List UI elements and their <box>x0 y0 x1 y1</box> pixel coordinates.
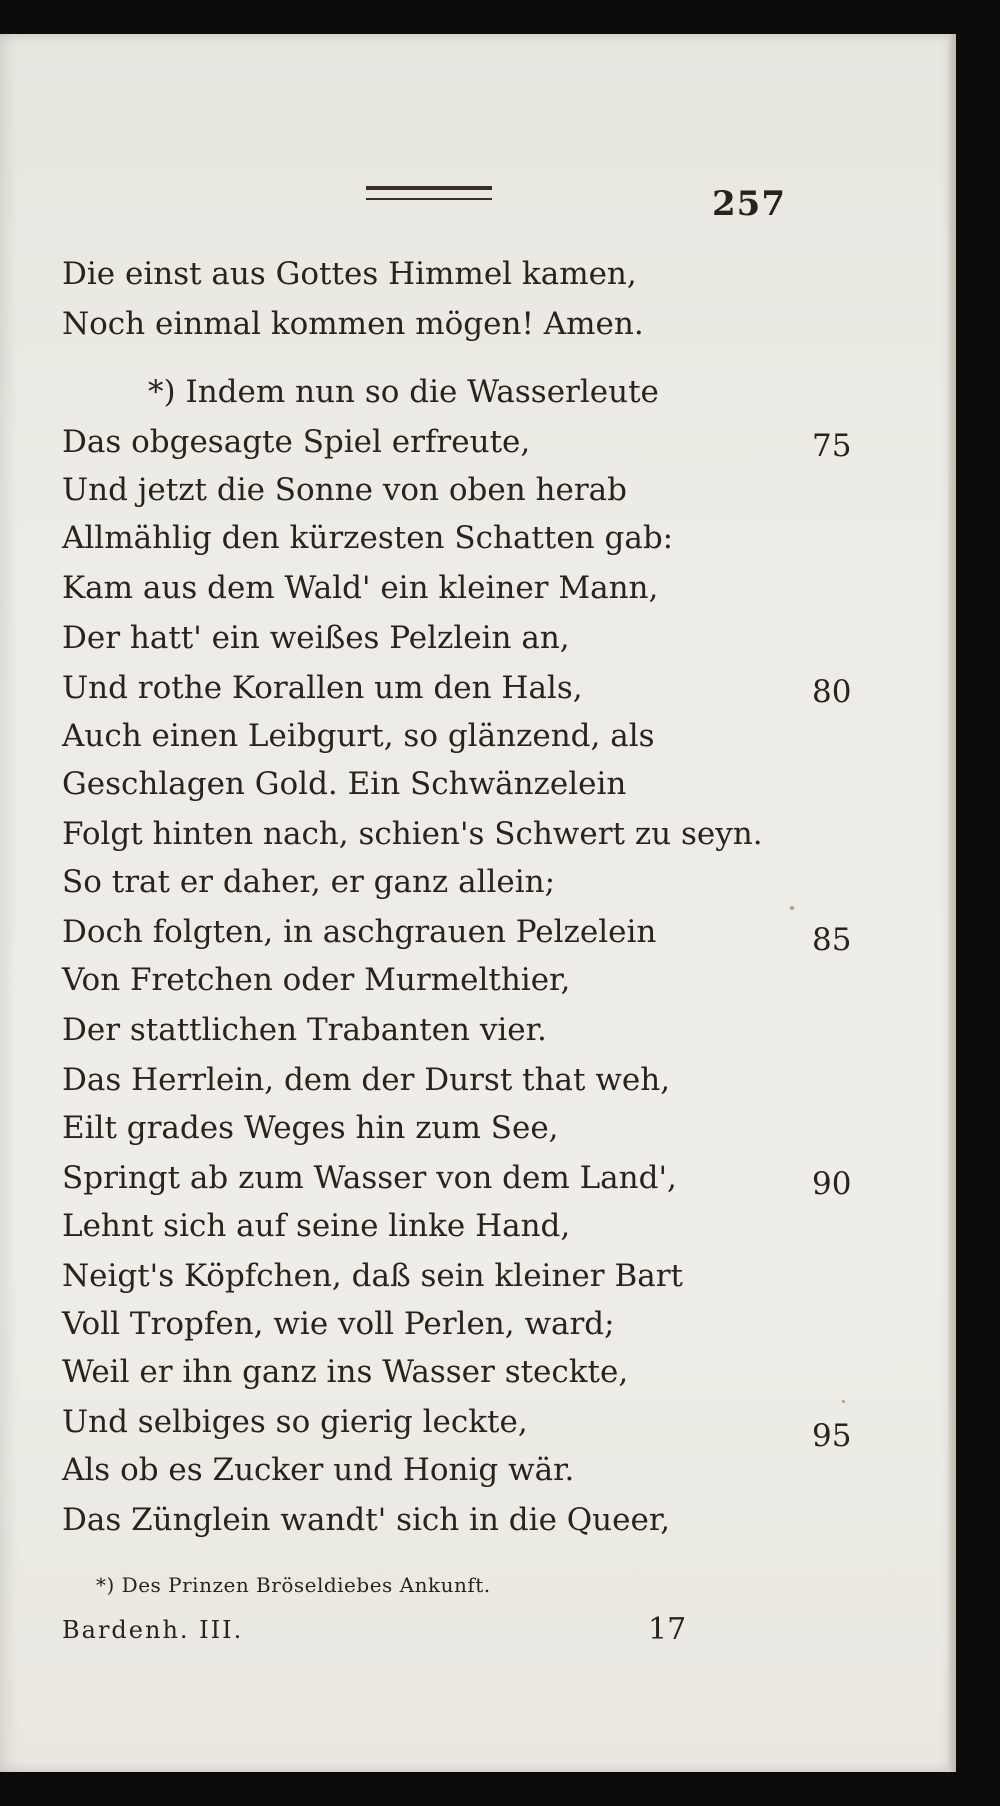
line-number: 95 <box>812 1418 852 1454</box>
paper-spot <box>790 906 794 910</box>
page-edge <box>948 34 956 1772</box>
verse-line: Und selbiges so gierig leckte, <box>62 1404 528 1440</box>
verse-line: Das Zünglein wandt' sich in die Queer, <box>62 1502 671 1538</box>
verse-line: Die einst aus Gottes Himmel kamen, <box>62 256 637 292</box>
page-number: 257 <box>712 184 786 224</box>
verse-line: Folgt hinten nach, schien's Schwert zu seyn. <box>62 816 763 852</box>
verse-line: Lehnt sich auf seine linke Hand, <box>62 1208 571 1244</box>
verse-line: Springt ab zum Wasser von dem Land', <box>62 1160 677 1196</box>
verse-line: Als ob es Zucker und Honig wär. <box>62 1452 575 1488</box>
header-rule <box>366 186 492 200</box>
footnote: *) Des Prinzen Bröseldiebes Ankunft. <box>96 1573 491 1597</box>
verse-line: Das obgesagte Spiel erfreute, <box>62 424 531 460</box>
verse-line: *) Indem nun so die Wasserleute <box>148 374 659 410</box>
verse-line: Der hatt' ein weißes Pelzlein an, <box>62 620 570 656</box>
verse-line: Das Herrlein, dem der Durst that weh, <box>62 1062 671 1098</box>
verse-line: Noch einmal kommen mögen! Amen. <box>62 306 644 342</box>
verse-line: Doch folgten, in aschgrauen Pelzelein <box>62 914 657 950</box>
verse-line: Von Fretchen oder Murmelthier, <box>62 962 571 998</box>
verse-line: Kam aus dem Wald' ein kleiner Mann, <box>62 570 659 606</box>
paper-spot <box>842 1400 845 1403</box>
verse-line: Auch einen Leibgurt, so glänzend, als <box>62 718 655 754</box>
line-number: 90 <box>812 1166 852 1202</box>
verse-line: Voll Tropfen, wie voll Perlen, ward; <box>62 1306 615 1342</box>
verse-line: Neigt's Köpfchen, daß sein kleiner Bart <box>62 1258 683 1294</box>
verse-line: Und rothe Korallen um den Hals, <box>62 670 583 706</box>
signature-number: 17 <box>648 1612 687 1647</box>
verse-line: Geschlagen Gold. Ein Schwänzelein <box>62 766 627 802</box>
line-number: 80 <box>812 674 852 710</box>
verse-line: Und jetzt die Sonne von oben herab <box>62 472 627 508</box>
verse-line: Weil er ihn ganz ins Wasser steckte, <box>62 1354 629 1390</box>
line-number: 85 <box>812 922 852 958</box>
verse-line: Eilt grades Weges hin zum See, <box>62 1110 559 1146</box>
verse-line: So trat er daher, er ganz allein; <box>62 864 556 900</box>
printer-signature: Bardenh. III. <box>62 1616 244 1644</box>
line-number: 75 <box>812 428 852 464</box>
verse-line: Allmählig den kürzesten Schatten gab: <box>62 520 674 556</box>
verse-line: Der stattlichen Trabanten vier. <box>62 1012 547 1048</box>
